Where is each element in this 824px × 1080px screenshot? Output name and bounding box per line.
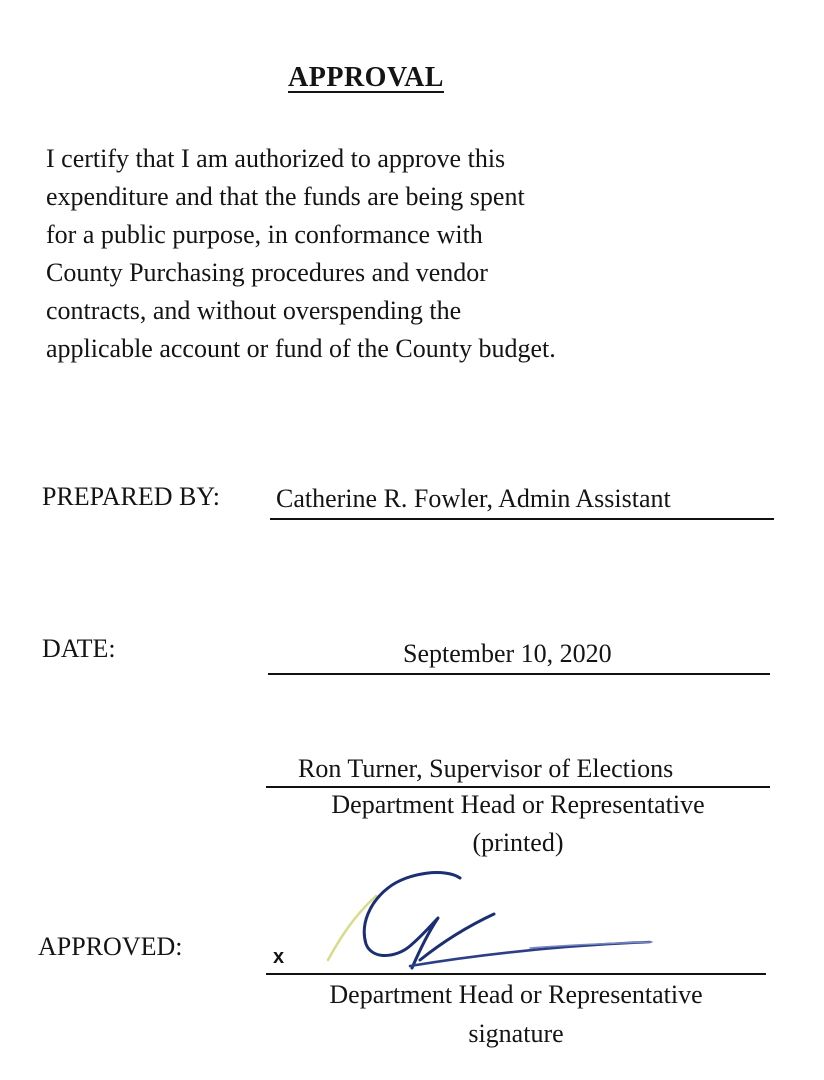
title-text: APPROVAL bbox=[288, 62, 444, 93]
signature-x-mark: x bbox=[273, 946, 285, 968]
department-head-printed-line bbox=[266, 786, 770, 788]
date-label: DATE: bbox=[42, 634, 116, 663]
signature-line bbox=[266, 973, 766, 975]
certification-line: County Purchasing procedures and vendor bbox=[46, 258, 488, 287]
prepared-by-value: Catherine R. Fowler, Admin Assistant bbox=[276, 484, 671, 513]
certification-line: expenditure and that the funds are being spent bbox=[46, 182, 525, 211]
certification-line: applicable account or fund of the County budget. bbox=[46, 334, 556, 363]
signature-subcaption: signature bbox=[468, 1019, 564, 1048]
signature-caption: Department Head or Representative bbox=[329, 980, 703, 1009]
department-head-printed-caption: Department Head or Representative bbox=[331, 790, 705, 819]
department-head-name: Ron Turner, Supervisor of Elections bbox=[298, 754, 674, 783]
date-line bbox=[268, 673, 770, 675]
certification-line: contracts, and without overspending the bbox=[46, 296, 462, 325]
certification-paragraph bbox=[46, 140, 686, 368]
certification-line: for a public purpose, in conformance with bbox=[46, 220, 483, 249]
prepared-by-label: PREPARED BY: bbox=[42, 482, 220, 511]
prepared-by-line bbox=[270, 518, 774, 520]
date-value: September 10, 2020 bbox=[403, 639, 612, 668]
handwritten-signature bbox=[300, 862, 680, 982]
certification-line: I certify that I am authorized to approve this bbox=[46, 144, 506, 173]
page-title bbox=[0, 62, 732, 94]
department-head-printed-subcaption: (printed) bbox=[472, 828, 564, 857]
approved-label: APPROVED: bbox=[38, 932, 183, 961]
